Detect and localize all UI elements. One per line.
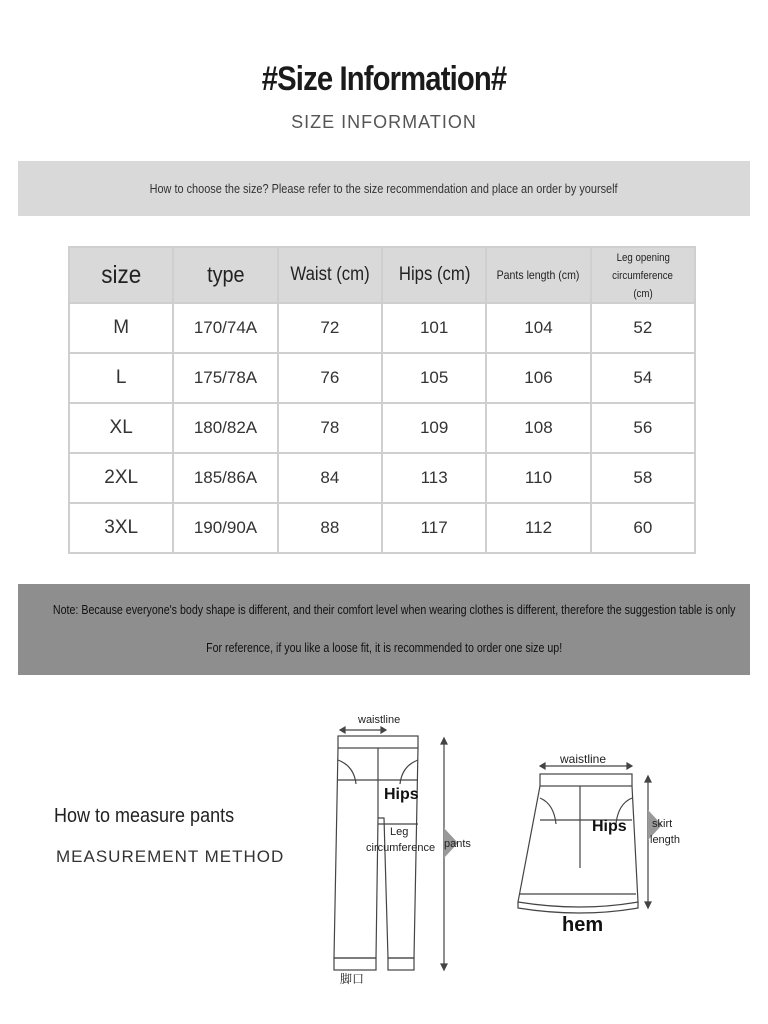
cell-type: 175/78A xyxy=(173,353,277,403)
cell-size: XL xyxy=(69,403,173,453)
header-type: type xyxy=(173,247,277,303)
intro-banner xyxy=(18,161,750,216)
pants-leg-label: Leg xyxy=(390,826,409,838)
table-row xyxy=(69,403,695,453)
cell-leg-opening: 54 xyxy=(591,353,695,403)
pants-hem-label: 脚口 xyxy=(340,972,365,986)
cell-waist: 84 xyxy=(278,453,382,503)
cell-size: 2XL xyxy=(69,453,173,503)
header-leg-opening: Leg opening circumference (cm) xyxy=(591,247,695,303)
table-row xyxy=(69,503,695,553)
pants-waistline-label: waistline xyxy=(358,714,401,726)
cell-pants-length: 110 xyxy=(486,453,590,503)
skirt-hem-label: hem xyxy=(562,914,604,936)
cell-leg-opening: 52 xyxy=(591,303,695,353)
cell-hips: 113 xyxy=(382,453,486,503)
cell-waist: 76 xyxy=(278,353,382,403)
cell-leg-opening: 60 xyxy=(591,503,695,553)
size-table-header-row xyxy=(69,247,695,303)
skirt-length-label-1: skirt xyxy=(652,818,673,830)
pants-diagram xyxy=(326,708,476,988)
cell-pants-length: 104 xyxy=(486,303,590,353)
measure-subtitle: MEASUREMENT METHOD xyxy=(56,847,285,866)
cell-type: 185/86A xyxy=(173,453,277,503)
cell-type: 170/74A xyxy=(173,303,277,353)
cell-size: 3XL xyxy=(69,503,173,553)
cell-hips: 117 xyxy=(382,503,486,553)
skirt-length-label-2: length xyxy=(650,834,680,846)
table-row xyxy=(69,353,695,403)
cell-type: 190/90A xyxy=(173,503,277,553)
pants-circumference-label: circumference xyxy=(366,842,436,854)
cell-waist: 88 xyxy=(278,503,382,553)
page-title: #Size Information# xyxy=(261,60,507,98)
header-waist: Waist (cm) xyxy=(278,247,382,303)
cell-hips: 105 xyxy=(382,353,486,403)
cell-pants-length: 106 xyxy=(486,353,590,403)
header-hips: Hips (cm) xyxy=(382,247,486,303)
measure-title: How to measure pants xyxy=(54,805,235,827)
cell-size: L xyxy=(69,353,173,403)
skirt-waistline-label: waistline xyxy=(560,752,607,766)
header-pants-length: Pants length (cm) xyxy=(486,247,590,303)
skirt-hips-label: Hips xyxy=(592,818,627,835)
cell-size: M xyxy=(69,303,173,353)
table-row xyxy=(69,453,695,503)
pants-length-label: pants xyxy=(444,838,471,850)
pants-hips-label: Hips xyxy=(384,786,419,803)
cell-type: 180/82A xyxy=(173,403,277,453)
cell-pants-length: 112 xyxy=(486,503,590,553)
note-line-1: Note: Because everyone's body shape is different, and their comfort level when wearing clothes is different, therefore the suggestion table is only xyxy=(52,602,736,617)
cell-waist: 78 xyxy=(278,403,382,453)
cell-leg-opening: 56 xyxy=(591,403,695,453)
size-table xyxy=(68,246,696,554)
cell-pants-length: 108 xyxy=(486,403,590,453)
cell-waist: 72 xyxy=(278,303,382,353)
note-banner xyxy=(18,584,750,675)
header-size: size xyxy=(69,247,173,303)
note-line-2: For reference, if you like a loose fit, it is recommended to order one size up! xyxy=(205,640,563,655)
cell-leg-opening: 58 xyxy=(591,453,695,503)
page-subtitle: SIZE INFORMATION xyxy=(291,112,477,132)
intro-banner-text: How to choose the size? Please refer to the size recommendation and place an order by yourself xyxy=(149,181,618,196)
cell-hips: 109 xyxy=(382,403,486,453)
table-row xyxy=(69,303,695,353)
skirt-diagram xyxy=(510,748,690,948)
cell-hips: 101 xyxy=(382,303,486,353)
